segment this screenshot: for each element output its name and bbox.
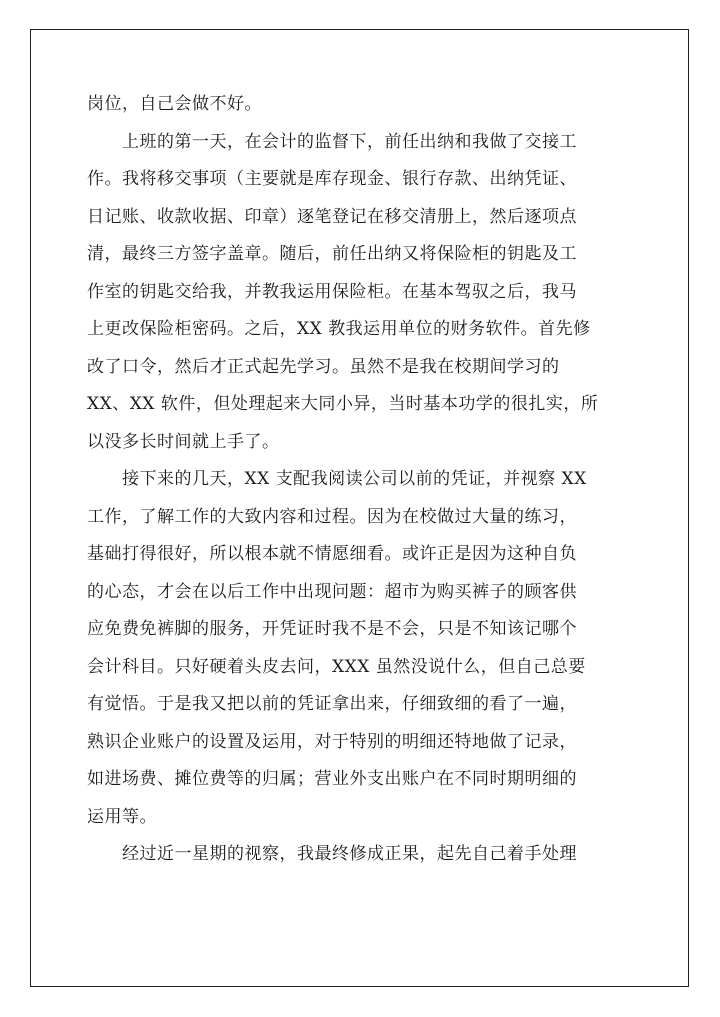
text-line: 的心态，才会在以后工作中出现问题：超市为购买裤子的顾客供: [87, 581, 577, 602]
text-line: 工作，了解工作的大致内容和过程。因为在校做过大量的练习，: [87, 506, 577, 527]
text-line: 会计科目。只好硬着头皮去问，XXX 虽然没说什么，但自己总要: [87, 656, 586, 677]
text-line: 上班的第一天，在会计的监督下，前任出纳和我做了交接工: [87, 131, 577, 152]
text-line: 作室的钥匙交给我，并教我运用保险柜。在基本驾驭之后，我马: [87, 281, 577, 302]
text-line: 作。我将移交事项（主要就是库存现金、银行存款、出纳凭证、: [87, 169, 577, 189]
text-line: 有觉悟。于是我又把以前的凭证拿出来，仔细致细的看了一遍，: [87, 694, 577, 714]
text-line: 基础打得很好，所以根本就不情愿细看。或许正是因为这种自负: [87, 544, 577, 564]
text-line: 清，最终三方签字盖章。随后，前任出纳又将保险柜的钥匙及工: [87, 244, 577, 264]
text-line: 岗位，自己会做不好。: [87, 94, 262, 114]
text-line: 上更改保险柜密码。之后，XX 教我运用单位的财务软件。首先修: [87, 319, 591, 339]
text-line: 应免费免裤脚的服务，开凭证时我不是不会，只是不知该记哪个: [87, 619, 577, 639]
text-line: 日记账、收款收据、印章）逐笔登记在移交清册上，然后逐项点: [87, 206, 577, 227]
text-line: XX、XX 软件，但处理起来大同小异，当时基本功学的很扎实，所: [87, 394, 599, 414]
text-line: 熟识企业账户的设置及运用，对于特别的明细还特地做了记录，: [87, 731, 577, 752]
text-line: 接下来的几天，XX 支配我阅读公司以前的凭证，并视察 XX: [87, 469, 587, 489]
text-line: 以没多长时间就上手了。: [87, 431, 280, 452]
document-body: [87, 86, 635, 874]
text-line: 如进场费、摊位费等的归属；营业外支出账户在不同时期明细的: [87, 769, 577, 789]
text-line: 经过近一星期的视察，我最终修成正果，起先自己着手处理: [87, 844, 577, 864]
text-line: 改了口令，然后才正式起先学习。虽然不是我在校期间学习的: [87, 356, 560, 377]
text-line: 运用等。: [87, 806, 157, 827]
